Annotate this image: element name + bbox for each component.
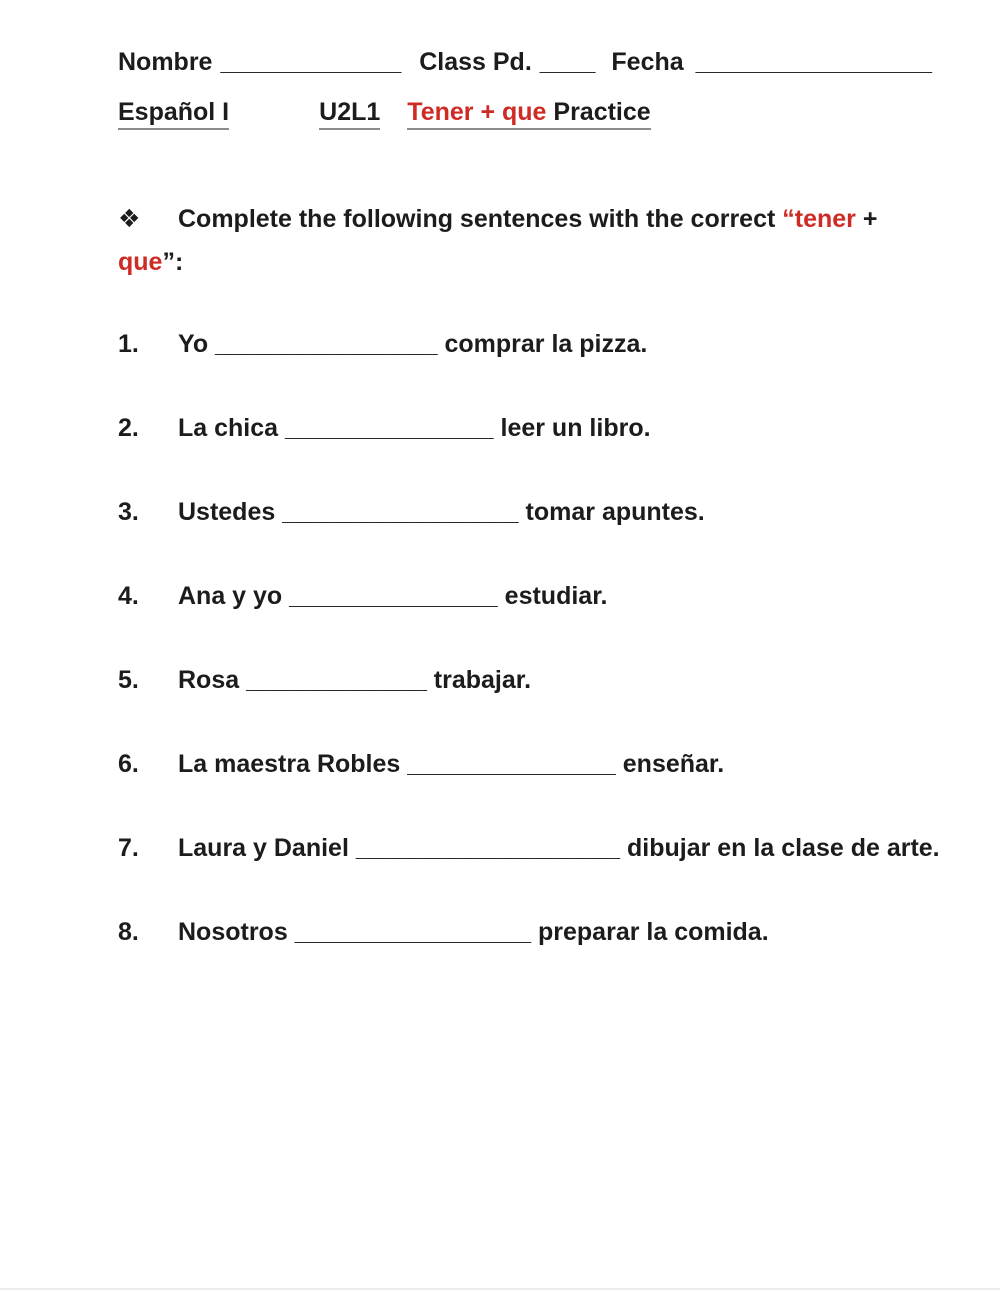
item-number: 6. (118, 750, 139, 778)
course-title-line (118, 98, 651, 127)
answer-blank[interactable]: _______________ (407, 750, 616, 778)
item-number: 3. (118, 498, 139, 526)
class-period-label: Class Pd. (419, 48, 532, 76)
sentence-post: comprar la pizza. (437, 330, 648, 358)
name-class-date-line (118, 48, 932, 77)
date-blank[interactable]: _________________ (695, 48, 933, 76)
sentence-pre: La maestra Robles (178, 750, 408, 778)
sentence-text (178, 498, 940, 527)
sentence-text (178, 666, 940, 695)
answer-blank[interactable]: _______________ (285, 414, 494, 442)
sentence-item (118, 498, 940, 582)
sentence-list (118, 330, 940, 1002)
answer-blank[interactable]: ________________ (215, 330, 438, 358)
class-period-blank[interactable]: ____ (539, 48, 596, 76)
sentence-text (178, 750, 940, 779)
sentence-text (178, 918, 940, 947)
sentence-item (118, 582, 940, 666)
item-number: 1. (118, 330, 139, 358)
answer-blank[interactable]: _________________ (294, 918, 532, 946)
sentence-post: dibujar en la clase de arte. (620, 834, 940, 862)
sentence-text (178, 414, 940, 443)
name-blank[interactable]: _____________ (220, 48, 402, 76)
sentence-item (118, 330, 940, 414)
instructions-text-red-1: “tener (782, 205, 856, 233)
sentence-post: tomar apuntes. (518, 498, 705, 526)
sentence-text (178, 582, 940, 611)
instructions-text-black-2: + (855, 205, 878, 233)
answer-blank[interactable]: ___________________ (355, 834, 621, 862)
unit-code: U2L1 (319, 98, 380, 130)
date-label: Fecha (611, 48, 684, 76)
sentence-pre: La chica (178, 414, 285, 442)
item-number: 2. (118, 414, 139, 442)
sentence-item (118, 918, 940, 1002)
answer-blank[interactable]: _______________ (289, 582, 498, 610)
sentence-item (118, 750, 940, 834)
sentence-pre: Nosotros (178, 918, 295, 946)
item-number: 4. (118, 582, 139, 610)
instructions-text-black-1: Complete the following sentences with the correct (178, 205, 783, 233)
instructions-text-red-2: que (118, 248, 163, 276)
diamond-bullet-icon: ❖ (118, 205, 141, 233)
sentence-post: preparar la comida. (531, 918, 769, 946)
scan-artifact-line (0, 1288, 1000, 1290)
sentence-post: leer un libro. (493, 414, 651, 442)
sentence-item (118, 414, 940, 498)
answer-blank[interactable]: _________________ (282, 498, 519, 526)
item-number: 8. (118, 918, 139, 946)
name-label: Nombre (118, 48, 213, 76)
instructions (118, 198, 978, 284)
sentence-pre: Ana y yo (178, 582, 290, 610)
sentence-post: trabajar. (426, 666, 532, 694)
sentence-pre: Yo (178, 330, 216, 358)
answer-blank[interactable]: _____________ (246, 666, 427, 694)
course-name: Español I (118, 98, 229, 130)
item-number: 5. (118, 666, 139, 694)
sentence-post: enseñar. (615, 750, 725, 778)
worksheet-title-red: Tener + que (407, 98, 547, 126)
sentence-pre: Laura y Daniel (178, 834, 356, 862)
worksheet-title-rest: Practice (546, 98, 651, 126)
sentence-post: estudiar. (497, 582, 608, 610)
worksheet-title (407, 98, 650, 130)
sentence-text (178, 330, 940, 359)
sentence-pre: Ustedes (178, 498, 283, 526)
sentence-text (178, 834, 940, 863)
item-number: 7. (118, 834, 139, 862)
sentence-item (118, 834, 940, 918)
sentence-item (118, 666, 940, 750)
instructions-text-black-3: ”: (162, 248, 184, 276)
sentence-pre: Rosa (178, 666, 247, 694)
